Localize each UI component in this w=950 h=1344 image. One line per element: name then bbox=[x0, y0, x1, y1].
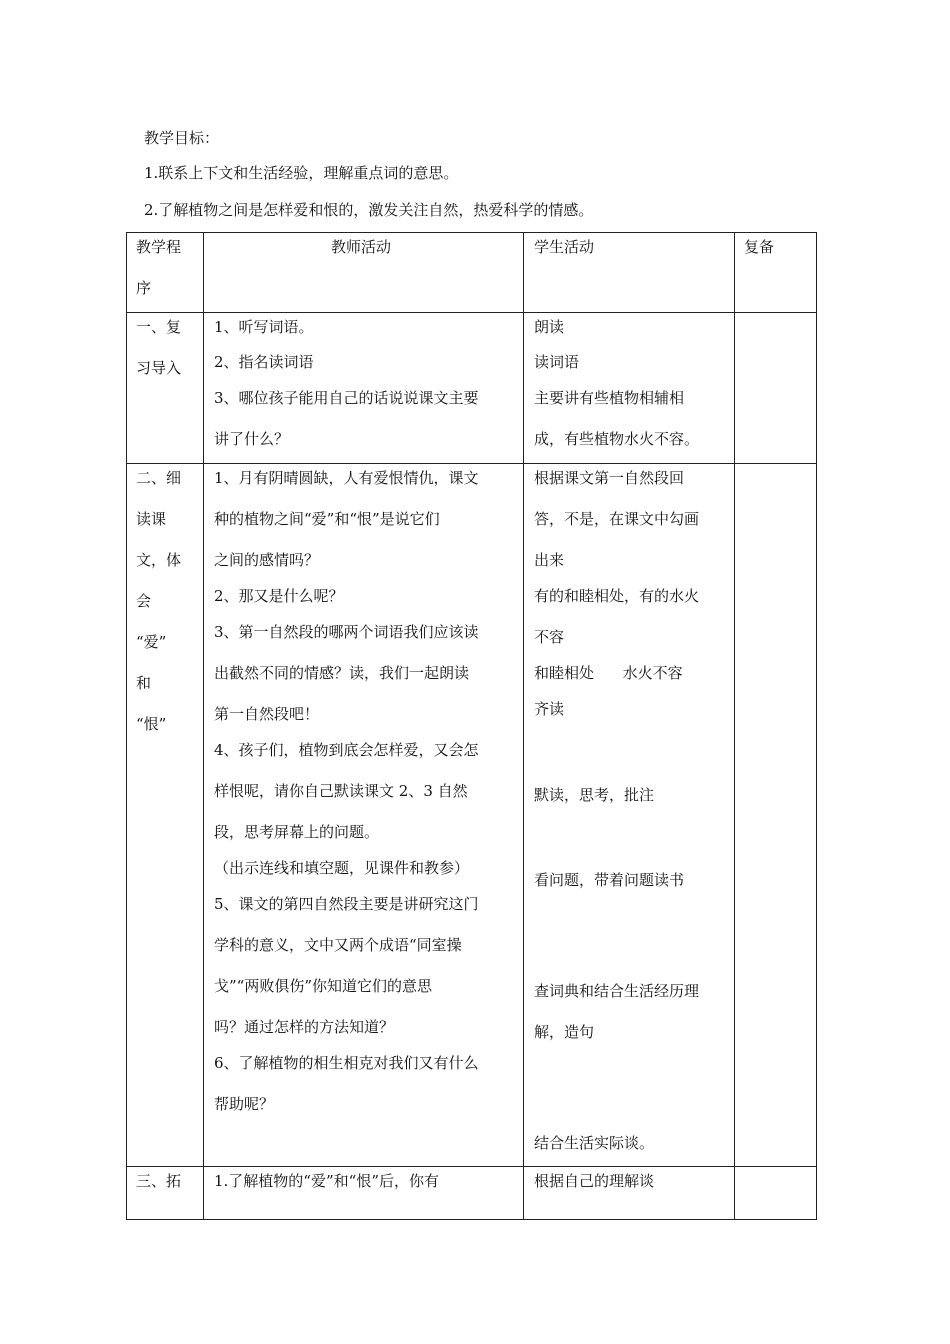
objective-item: 2.了解植物之间是怎样爱和恨的，激发关注自然，热爱科学的情感。 bbox=[144, 201, 594, 219]
student-activity-cell: 根据自己的理解谈 bbox=[524, 1167, 735, 1220]
objectives-heading: 教学目标： bbox=[144, 129, 220, 147]
procedure-cell: 一、复 习导入 bbox=[127, 313, 204, 464]
table-row bbox=[127, 464, 817, 1167]
table-row bbox=[127, 313, 817, 464]
teacher-activity-cell: 1.了解植物的“爱”和“恨”后，你有 bbox=[204, 1167, 524, 1220]
header-student: 学生活动 bbox=[524, 233, 735, 313]
procedure-cell: 三、拓 bbox=[127, 1167, 204, 1220]
procedure-cell: 二、细 读课 文，体 会 “爱” 和 “恨” bbox=[127, 464, 204, 1167]
student-activity-cell: 朗读 读词语 主要讲有些植物相辅相 成，有些植物水火不容。 bbox=[524, 313, 735, 464]
teacher-activity-cell: 1、听写词语。 2、指名读词语 3、哪位孩子能用自己的话说说课文主要 讲了什么？ bbox=[204, 313, 524, 464]
prep-cell bbox=[735, 1167, 817, 1220]
lesson-plan-table bbox=[126, 232, 817, 1220]
header-procedure: 教学程 序 bbox=[127, 233, 204, 313]
header-teacher: 教师活动 bbox=[204, 233, 524, 313]
header-prep: 复备 bbox=[735, 233, 817, 313]
student-activity-cell: 根据课文第一自然段回 答，不是，在课文中勾画 出来 有的和睦相处，有的水火 不容 和睦相处 水火不容 齐读 默读，思考，批注 看问题，带着问题读书 查词典和结合生活经历理 解，造句 结合生活实际谈。 bbox=[524, 464, 735, 1167]
teacher-activity-cell: 1、月有阴晴圆缺，人有爱恨情仇，课文 种的植物之间“爱”和“恨”是说它们 之间的感情吗？ 2、那又是什么呢？ 3、第一自然段的哪两个词语我们应该读 出截然不同的情感？读，我们一起朗读 第一自然段吧！ 4、孩子们，植物到底会怎样爱，又会怎 样恨呢，请你自己默读课文 2、3 自然 段，思考屏幕上的问题。 （出示连线和填空题，见课件和教参） 5、课文的第四自然段主要是讲研究这门 学科的意义，文中又两个成语“同室操 戈”“两败俱伤”你知道它们的意思 吗？通过怎样的方法知道？ 6、了解植物的相生相克对我们又有什么 帮助呢？ bbox=[204, 464, 524, 1167]
objective-item: 1.联系上下文和生活经验，理解重点词的意思。 bbox=[144, 164, 459, 182]
table-header-row bbox=[127, 233, 817, 313]
prep-cell bbox=[735, 313, 817, 464]
table-row bbox=[127, 1167, 817, 1220]
prep-cell bbox=[735, 464, 817, 1167]
